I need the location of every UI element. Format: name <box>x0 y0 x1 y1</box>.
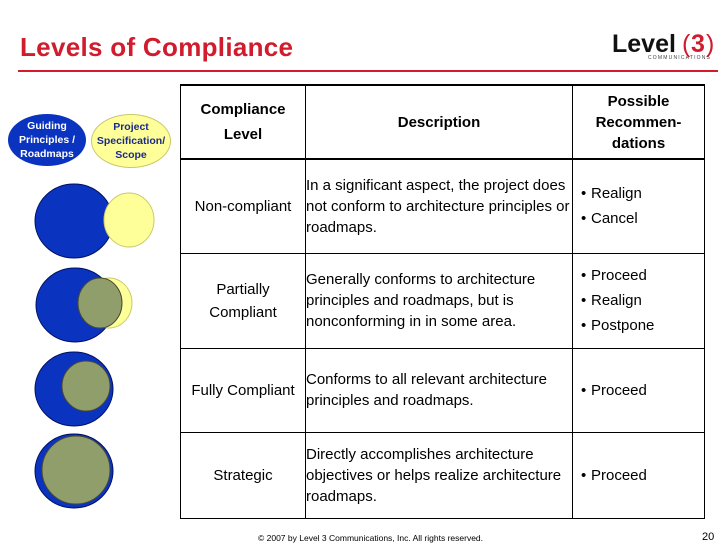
row-description: Directly accomplishes architecture objectives or helps realize architecture roadmaps. <box>306 432 573 518</box>
recommendation-item: • Realign <box>581 181 704 206</box>
logo-number: 3 <box>691 30 705 58</box>
row-level: Strategic <box>181 432 306 518</box>
row-recommendations <box>573 432 705 518</box>
row-description: In a significant aspect, the project does not conform to architecture principles or roadmaps. <box>306 159 573 253</box>
copyright-footer: © 2007 by Level 3 Communications, Inc. All rights reserved. <box>258 533 484 543</box>
row-recommendations <box>573 348 705 432</box>
table-row <box>181 348 705 432</box>
row-description: Generally conforms to architecture principles and roadmaps, but is nonconforming in in some area. <box>306 253 573 348</box>
diagram-strategic <box>35 434 113 508</box>
table-row <box>181 432 705 518</box>
svg-text:): ) <box>706 30 715 58</box>
overlap-region <box>78 278 122 328</box>
row-level: Non-compliant <box>181 159 306 253</box>
row-level: Partially Compliant <box>181 253 306 348</box>
diagram-non-compliant <box>35 184 154 258</box>
recommendation-item: • Proceed <box>581 263 704 288</box>
header-recommendations: Possible Recommen-dations <box>573 85 705 159</box>
legend-guiding-label: Guiding Principles / Roadmaps <box>18 120 76 160</box>
row-description: Conforms to all relevant architecture principles and roadmaps. <box>306 348 573 432</box>
project-circle-inside <box>42 436 110 504</box>
table-row <box>181 159 705 253</box>
row-recommendations <box>573 253 705 348</box>
compliance-table <box>180 84 705 519</box>
row-recommendations <box>573 159 705 253</box>
diagram-partially-compliant <box>36 268 132 342</box>
page-number: 20 <box>702 531 715 543</box>
table-header-row <box>181 85 705 159</box>
svg-text:(: ( <box>682 30 691 58</box>
diagram-fully-compliant <box>35 352 113 426</box>
recommendation-item: • Cancel <box>581 206 704 231</box>
header-compliance-level: Compliance Level <box>181 85 306 159</box>
recommendation-item: • Proceed <box>581 463 704 488</box>
project-circle-inside <box>62 361 110 411</box>
project-circle <box>104 193 154 247</box>
legend-project-label: Project Specification/ Scope <box>96 121 166 161</box>
recommendation-item: • Postpone <box>581 313 704 338</box>
compliance-diagrams <box>0 0 180 546</box>
header-description: Description <box>306 85 573 159</box>
logo-text: Level <box>612 30 676 58</box>
row-level: Fully Compliant <box>181 348 306 432</box>
guiding-circle <box>35 184 113 258</box>
slide-title: Levels of Compliance <box>20 32 294 62</box>
recommendation-item: • Proceed <box>581 378 704 403</box>
logo-subtitle: COMMUNICATIONS <box>648 55 712 61</box>
table-row <box>181 253 705 348</box>
recommendation-item: • Realign <box>581 288 704 313</box>
